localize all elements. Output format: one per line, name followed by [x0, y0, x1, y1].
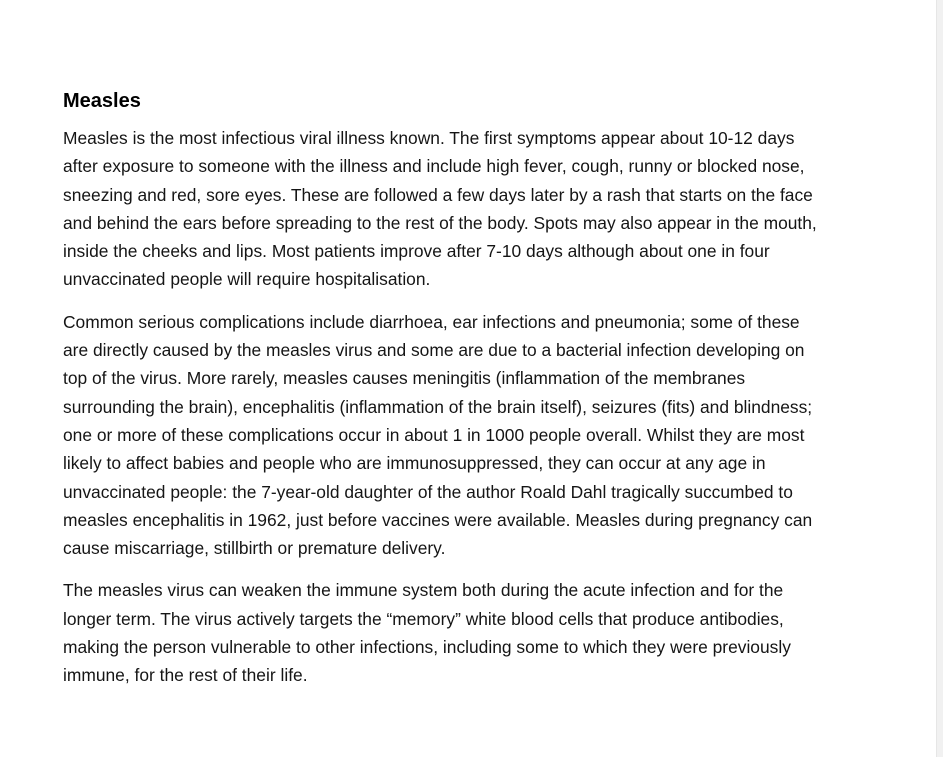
- section-heading: Measles: [63, 90, 141, 112]
- paragraph-complications: Common serious complications include diarrhoea, ear infections and pneumonia; some of these are directly caused by the measles virus and some are due to a bacterial infection developing on top of the virus. More rarely, measles causes meningitis (inflammation of the membranes surrounding the brain), encephalitis (inflammation of the brain itself), seizures (fits) and blindness; one or more of these complications occur in about 1 in 1000 people overall. Whilst they are most likely to affect babies and people who are immunosuppressed, they can occur at any age in unvaccinated people: the 7-year-old daughter of the author Roald Dahl tragically succumbed to measles encephalitis in 1962, just before vaccines were available. Measles during pregnancy can cause miscarriage, stillbirth or premature delivery.: [63, 311, 813, 559]
- paragraph-symptoms: Measles is the most infectious viral illness known. The first symptoms appear about 10-12 days after exposure to someone with the illness and include high fever, cough, runny or blocked nose, sneezing and red, sore eyes. These are followed a few days later by a rash that starts on the face and behind the ears before spreading to the rest of the body. Spots may also appear in the mouth, inside the cheeks and lips. Most patients improve after 7-10 days although about one in four unvaccinated people will require hospitalisation.: [63, 128, 817, 290]
- article-body: [63, 86, 823, 704]
- scrollbar-track[interactable]: [936, 0, 943, 757]
- paragraph-immune-system: The measles virus can weaken the immune system both during the acute infection and for the longer term. The virus actively targets the “memory” white blood cells that produce antibodies, making the person vulnerable to other infections, including some to which they were previously immune, for the rest of their life.: [63, 580, 791, 686]
